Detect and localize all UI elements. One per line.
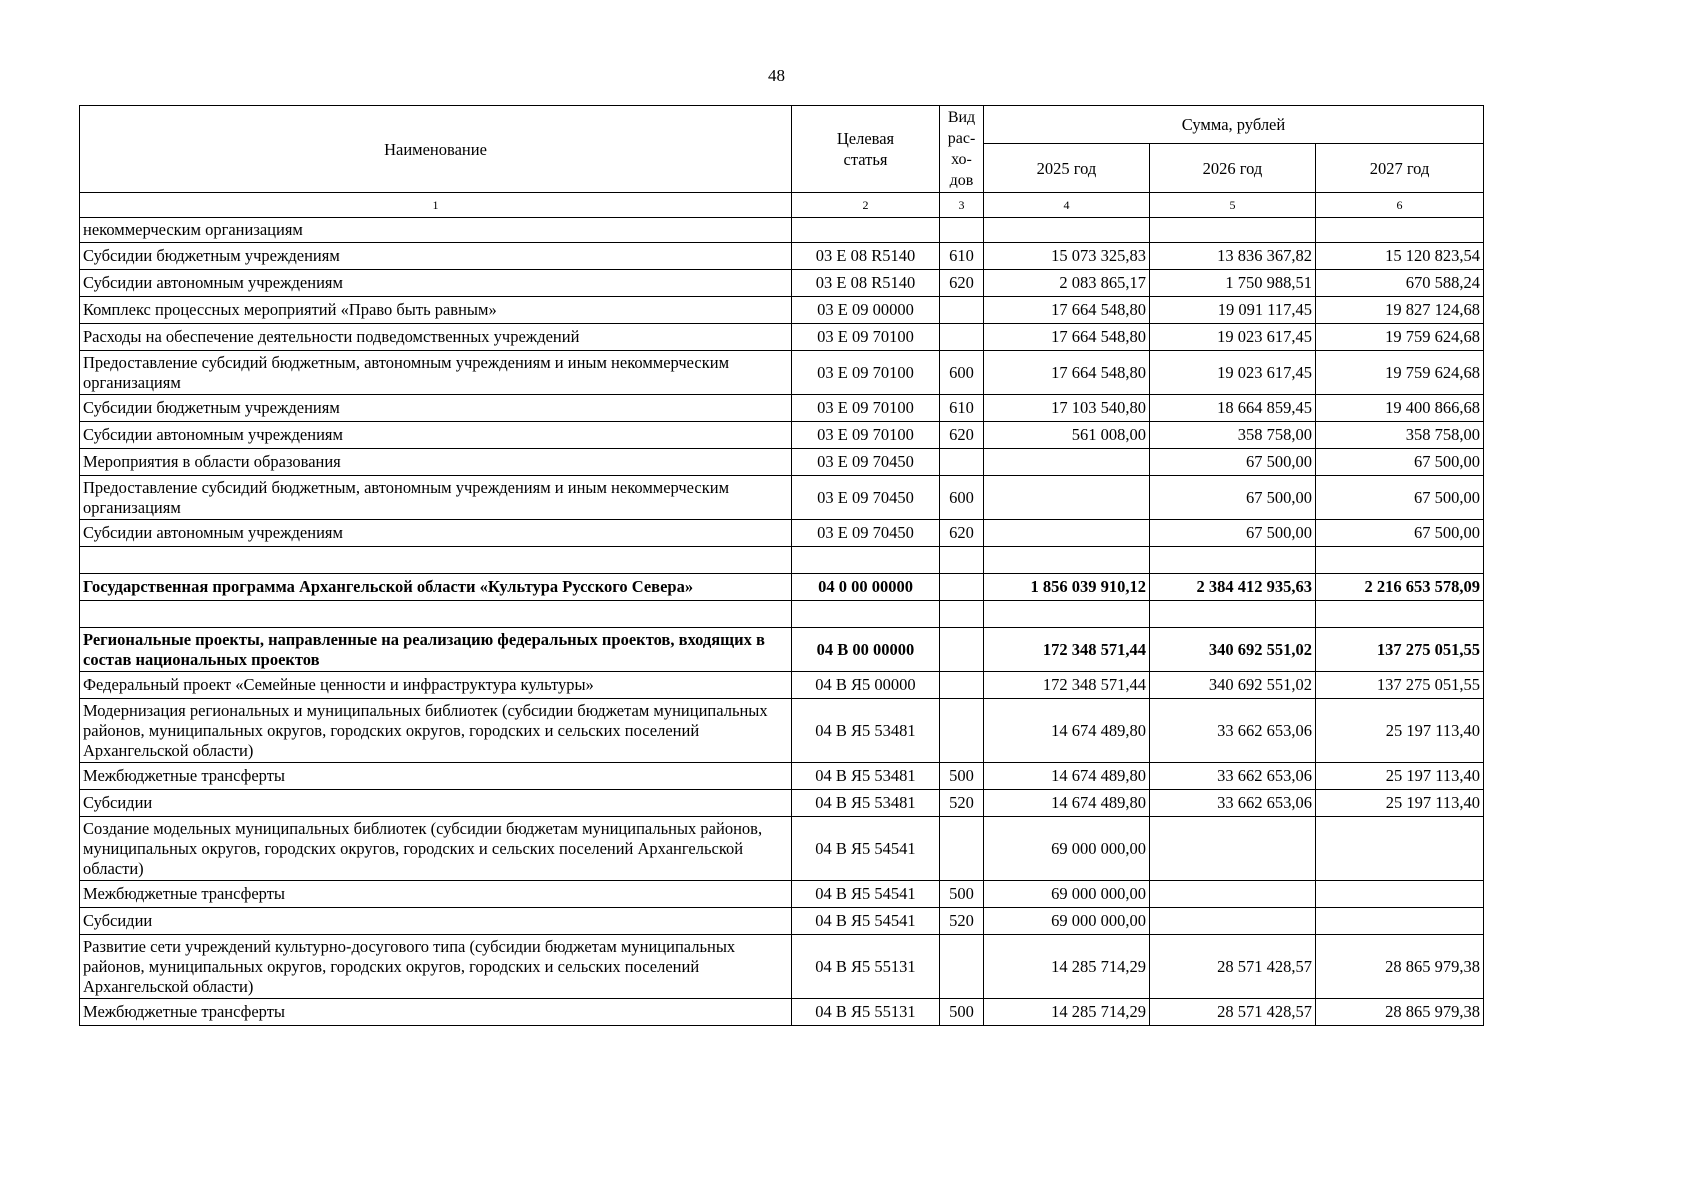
row-sum-2025: 561 008,00	[984, 422, 1150, 449]
row-sum-2026: 19 091 117,45	[1150, 297, 1316, 324]
row-expense-type: 500	[940, 881, 984, 908]
table-row	[80, 999, 1484, 1026]
row-sum-2027: 15 120 823,54	[1316, 243, 1484, 270]
row-sum-2025: 14 285 714,29	[984, 999, 1150, 1026]
row-name: Субсидии автономным учреждениям	[80, 422, 792, 449]
header-year-2027: 2027 год	[1316, 144, 1484, 193]
row-sum-2026	[1150, 601, 1316, 628]
row-target-article: 04 В Я5 54541	[792, 817, 940, 881]
row-sum-2026: 2 384 412 935,63	[1150, 574, 1316, 601]
row-name: Субсидии бюджетным учреждениям	[80, 395, 792, 422]
row-sum-2026: 67 500,00	[1150, 520, 1316, 547]
row-expense-type: 600	[940, 476, 984, 520]
header-expense-type: Вид рас-хо-дов	[940, 106, 984, 193]
row-sum-2027: 19 400 866,68	[1316, 395, 1484, 422]
row-target-article: 03 Е 09 70100	[792, 422, 940, 449]
row-name: Межбюджетные трансферты	[80, 763, 792, 790]
row-name: Модернизация региональных и муниципальных библиотек (субсидии бюджетам муниципальных районов, муниципальных округов, городских округов, городских и сельских поселений Архангельской области)	[80, 699, 792, 763]
row-sum-2026	[1150, 218, 1316, 243]
row-expense-type	[940, 218, 984, 243]
row-sum-2025: 17 664 548,80	[984, 324, 1150, 351]
row-expense-type: 610	[940, 243, 984, 270]
row-name: Расходы на обеспечение деятельности подведомственных учреждений	[80, 324, 792, 351]
row-sum-2027: 19 759 624,68	[1316, 351, 1484, 395]
row-sum-2025	[984, 601, 1150, 628]
row-sum-2026	[1150, 908, 1316, 935]
row-sum-2026: 33 662 653,06	[1150, 763, 1316, 790]
row-sum-2026: 358 758,00	[1150, 422, 1316, 449]
row-sum-2025: 69 000 000,00	[984, 881, 1150, 908]
row-expense-type: 620	[940, 520, 984, 547]
row-sum-2027: 2 216 653 578,09	[1316, 574, 1484, 601]
row-sum-2027	[1316, 218, 1484, 243]
row-name: Создание модельных муниципальных библиотек (субсидии бюджетам муниципальных районов, муниципальных округов, городских округов, городских и сельских поселений Архангельской области)	[80, 817, 792, 881]
row-target-article: 03 Е 09 70100	[792, 324, 940, 351]
row-sum-2025: 17 664 548,80	[984, 351, 1150, 395]
header-target-article: Целевая статья	[792, 106, 940, 193]
row-sum-2027: 19 827 124,68	[1316, 297, 1484, 324]
row-target-article: 03 Е 09 70100	[792, 395, 940, 422]
row-sum-2025: 172 348 571,44	[984, 672, 1150, 699]
table-row	[80, 601, 1484, 628]
row-sum-2026: 13 836 367,82	[1150, 243, 1316, 270]
table-row	[80, 243, 1484, 270]
table-row	[80, 218, 1484, 243]
row-expense-type: 610	[940, 395, 984, 422]
row-expense-type	[940, 449, 984, 476]
row-sum-2026: 340 692 551,02	[1150, 628, 1316, 672]
row-sum-2026: 67 500,00	[1150, 476, 1316, 520]
table-row	[80, 547, 1484, 574]
row-sum-2027: 25 197 113,40	[1316, 790, 1484, 817]
row-name: Федеральный проект «Семейные ценности и инфраструктура культуры»	[80, 672, 792, 699]
row-name: Субсидии автономным учреждениям	[80, 270, 792, 297]
row-name: Мероприятия в области образования	[80, 449, 792, 476]
row-target-article: 04 В Я5 53481	[792, 699, 940, 763]
row-target-article: 04 В 00 00000	[792, 628, 940, 672]
row-target-article: 03 Е 08 R5140	[792, 243, 940, 270]
row-sum-2026: 28 571 428,57	[1150, 999, 1316, 1026]
row-name	[80, 547, 792, 574]
row-target-article	[792, 547, 940, 574]
row-sum-2025: 14 674 489,80	[984, 699, 1150, 763]
row-name: Субсидии автономным учреждениям	[80, 520, 792, 547]
row-name: Развитие сети учреждений культурно-досугового типа (субсидии бюджетам муниципальных районов, муниципальных округов, городских округов, городских и сельских поселений Архангельской области)	[80, 935, 792, 999]
row-sum-2025	[984, 449, 1150, 476]
row-name: Предоставление субсидий бюджетным, автономным учреждениям и иным некоммерческим организациям	[80, 351, 792, 395]
column-number: 5	[1150, 193, 1316, 218]
table-row	[80, 881, 1484, 908]
row-expense-type	[940, 628, 984, 672]
row-name: Субсидии	[80, 908, 792, 935]
table-row	[80, 763, 1484, 790]
row-sum-2025: 14 674 489,80	[984, 763, 1150, 790]
row-expense-type	[940, 574, 984, 601]
row-name: Межбюджетные трансферты	[80, 999, 792, 1026]
row-sum-2025: 17 103 540,80	[984, 395, 1150, 422]
row-sum-2025: 17 664 548,80	[984, 297, 1150, 324]
row-expense-type	[940, 601, 984, 628]
row-sum-2027: 67 500,00	[1316, 449, 1484, 476]
row-sum-2027: 67 500,00	[1316, 520, 1484, 547]
table-row	[80, 520, 1484, 547]
row-sum-2027	[1316, 817, 1484, 881]
row-sum-2025: 14 674 489,80	[984, 790, 1150, 817]
row-sum-2025	[984, 520, 1150, 547]
row-target-article: 03 Е 09 70450	[792, 476, 940, 520]
table-row	[80, 324, 1484, 351]
row-expense-type	[940, 297, 984, 324]
row-target-article: 04 В Я5 55131	[792, 935, 940, 999]
row-sum-2027: 67 500,00	[1316, 476, 1484, 520]
row-sum-2027	[1316, 547, 1484, 574]
row-sum-2025: 69 000 000,00	[984, 817, 1150, 881]
row-expense-type	[940, 672, 984, 699]
column-number: 3	[940, 193, 984, 218]
row-sum-2026	[1150, 881, 1316, 908]
table-row	[80, 297, 1484, 324]
column-number: 1	[80, 193, 792, 218]
table-row	[80, 449, 1484, 476]
table-row	[80, 476, 1484, 520]
table-row	[80, 672, 1484, 699]
table-row	[80, 790, 1484, 817]
row-sum-2026: 33 662 653,06	[1150, 699, 1316, 763]
row-expense-type: 620	[940, 270, 984, 297]
row-sum-2027: 670 588,24	[1316, 270, 1484, 297]
row-expense-type	[940, 935, 984, 999]
row-sum-2026: 33 662 653,06	[1150, 790, 1316, 817]
row-target-article: 03 Е 09 70450	[792, 520, 940, 547]
row-sum-2025	[984, 476, 1150, 520]
row-name: Межбюджетные трансферты	[80, 881, 792, 908]
table-row	[80, 699, 1484, 763]
row-target-article	[792, 601, 940, 628]
row-sum-2025	[984, 547, 1150, 574]
table-body	[80, 218, 1484, 1026]
row-expense-type: 500	[940, 999, 984, 1026]
row-sum-2026: 19 023 617,45	[1150, 324, 1316, 351]
row-expense-type: 600	[940, 351, 984, 395]
table-row	[80, 270, 1484, 297]
row-target-article: 03 Е 09 00000	[792, 297, 940, 324]
column-number: 6	[1316, 193, 1484, 218]
row-target-article: 04 В Я5 00000	[792, 672, 940, 699]
budget-table	[79, 105, 1484, 1026]
table-row	[80, 628, 1484, 672]
row-expense-type	[940, 547, 984, 574]
table-row	[80, 395, 1484, 422]
row-name: Региональные проекты, направленные на реализацию федеральных проектов, входящих в состав национальных проектов	[80, 628, 792, 672]
table-row	[80, 908, 1484, 935]
row-sum-2025: 172 348 571,44	[984, 628, 1150, 672]
table-row	[80, 422, 1484, 449]
row-sum-2027: 137 275 051,55	[1316, 628, 1484, 672]
row-target-article: 04 В Я5 54541	[792, 881, 940, 908]
row-sum-2027: 28 865 979,38	[1316, 999, 1484, 1026]
row-sum-2027: 28 865 979,38	[1316, 935, 1484, 999]
row-target-article	[792, 218, 940, 243]
table-row	[80, 574, 1484, 601]
table-row	[80, 351, 1484, 395]
column-number: 2	[792, 193, 940, 218]
row-expense-type	[940, 817, 984, 881]
row-sum-2027	[1316, 601, 1484, 628]
row-sum-2027: 19 759 624,68	[1316, 324, 1484, 351]
row-expense-type	[940, 324, 984, 351]
row-sum-2027	[1316, 908, 1484, 935]
row-sum-2027: 25 197 113,40	[1316, 699, 1484, 763]
row-sum-2026	[1150, 547, 1316, 574]
row-target-article: 04 В Я5 54541	[792, 908, 940, 935]
row-target-article: 04 В Я5 53481	[792, 790, 940, 817]
row-expense-type: 520	[940, 790, 984, 817]
row-target-article: 04 В Я5 53481	[792, 763, 940, 790]
row-name: некоммерческим организациям	[80, 218, 792, 243]
header-year-2026: 2026 год	[1150, 144, 1316, 193]
row-sum-2025	[984, 218, 1150, 243]
row-target-article: 03 Е 08 R5140	[792, 270, 940, 297]
row-sum-2027: 137 275 051,55	[1316, 672, 1484, 699]
row-sum-2025: 14 285 714,29	[984, 935, 1150, 999]
row-name: Субсидии бюджетным учреждениям	[80, 243, 792, 270]
header-name: Наименование	[80, 106, 792, 193]
row-target-article: 03 Е 09 70100	[792, 351, 940, 395]
page-number: 48	[768, 66, 785, 85]
row-name: Субсидии	[80, 790, 792, 817]
row-name: Предоставление субсидий бюджетным, автономным учреждениям и иным некоммерческим организациям	[80, 476, 792, 520]
row-expense-type: 500	[940, 763, 984, 790]
row-sum-2025: 69 000 000,00	[984, 908, 1150, 935]
row-sum-2027: 25 197 113,40	[1316, 763, 1484, 790]
row-expense-type: 620	[940, 422, 984, 449]
column-number: 4	[984, 193, 1150, 218]
table-header	[80, 106, 1484, 218]
row-sum-2025: 15 073 325,83	[984, 243, 1150, 270]
row-sum-2026: 1 750 988,51	[1150, 270, 1316, 297]
row-name	[80, 601, 792, 628]
header-year-2025: 2025 год	[984, 144, 1150, 193]
row-sum-2026: 28 571 428,57	[1150, 935, 1316, 999]
row-target-article: 03 Е 09 70450	[792, 449, 940, 476]
table-row	[80, 817, 1484, 881]
row-name: Комплекс процессных мероприятий «Право быть равным»	[80, 297, 792, 324]
row-sum-2026: 340 692 551,02	[1150, 672, 1316, 699]
row-sum-2025: 2 083 865,17	[984, 270, 1150, 297]
row-sum-2026	[1150, 817, 1316, 881]
header-sum: Сумма, рублей	[984, 106, 1484, 144]
row-sum-2025: 1 856 039 910,12	[984, 574, 1150, 601]
row-sum-2026: 67 500,00	[1150, 449, 1316, 476]
row-sum-2026: 18 664 859,45	[1150, 395, 1316, 422]
table-row	[80, 935, 1484, 999]
row-sum-2027	[1316, 881, 1484, 908]
row-sum-2026: 19 023 617,45	[1150, 351, 1316, 395]
row-sum-2027: 358 758,00	[1316, 422, 1484, 449]
row-target-article: 04 В Я5 55131	[792, 999, 940, 1026]
row-target-article: 04 0 00 00000	[792, 574, 940, 601]
row-expense-type	[940, 699, 984, 763]
row-expense-type: 520	[940, 908, 984, 935]
row-name: Государственная программа Архангельской области «Культура Русского Севера»	[80, 574, 792, 601]
